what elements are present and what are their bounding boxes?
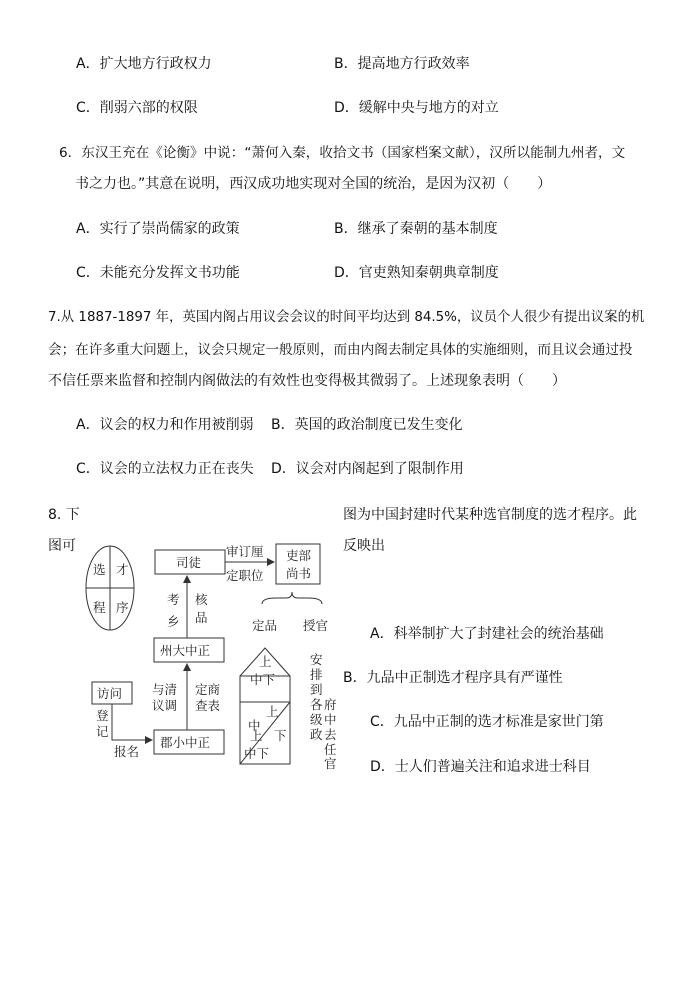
anpai-char: 任: [324, 742, 337, 757]
q5-option-a: A．扩大地方行政权力: [76, 56, 212, 72]
yuqing-label-2: 议调: [152, 698, 178, 713]
house-mid-3: 下: [274, 728, 287, 743]
q7-option-b: B．英国的政治制度已发生变化: [271, 417, 463, 433]
anpai-char: 安: [310, 652, 323, 667]
q6-stem-line1: 6．东汉王充在《论衡》中说：“萧何入秦，收拾文书（国家档案文献），汉所以能制九州者，文: [59, 145, 626, 161]
oval-char-3: 程: [93, 600, 106, 615]
anpai-char: 中: [324, 712, 337, 727]
q8-option-b: B．九品中正制选才程序具有严谨性: [343, 670, 563, 686]
shen-label-2: 定职位: [226, 568, 264, 583]
q8-stem-part-c: 图为中国封建时代某种选官制度的选才程序。此: [343, 507, 637, 523]
q8-option-a: A．科举制扩大了封建社会的统治基础: [370, 626, 604, 642]
house-bot-2: 中下: [244, 746, 270, 761]
ding-label-1: 定商: [195, 682, 221, 697]
yuqing-label-1: 与清: [152, 682, 178, 697]
q7-option-d: D．议会对内阁起到了限制作用: [271, 461, 464, 477]
libu-label-1: 吏部: [286, 548, 312, 563]
selection-procedure-diagram: [80, 534, 350, 770]
anpai-char: 级: [310, 712, 323, 727]
he-label-1: 核: [195, 592, 208, 607]
anpai-char: 排: [310, 667, 323, 682]
nine-grade-house: [240, 648, 290, 764]
zhou-label: 州大中正: [160, 643, 211, 658]
oval-char-2: 才: [116, 562, 129, 577]
he-label-2: 品: [195, 610, 208, 625]
baoming-label: 报名: [114, 744, 140, 759]
q7-stem-line1: 7.从 1887-1897 年，英国内阁占用议会会议的时间平均达到 84.5%，议员个人很少有提出议案的机: [48, 310, 645, 325]
q8-option-d: D．士人们普遍关注和追求进士科目: [370, 759, 591, 775]
anpai-vertical-text: [310, 652, 337, 770]
q7-stem-line2: 会；在许多重大问题上，议会只规定一般原则，而由内阁去制定具体的实施细则，而且议会通过投: [48, 342, 633, 358]
anpai-char: 到: [310, 682, 323, 697]
anpai-char: 去: [324, 727, 337, 742]
q8-option-c: C．九品中正制的选才标准是家世门第: [370, 714, 604, 730]
q6-stem-line2: 书之力也。”其意在说明，西汉成功地实现对全国的统治，是因为汉初（ ）: [75, 176, 552, 192]
fangwen-label: 访问: [97, 686, 123, 701]
house-bot-1: 上: [250, 728, 263, 743]
shouguan-label: 授官: [303, 618, 329, 633]
shen-label-1: 审订厘: [226, 544, 264, 559]
situ-label: 司徒: [176, 555, 202, 570]
kao-label-1: 考: [167, 592, 180, 607]
oval-char-4: 序: [116, 600, 129, 615]
q7-option-a: A．议会的权力和作用被削弱: [76, 417, 254, 433]
jun-label: 郡小中正: [160, 735, 211, 750]
q8-stem-part-a: 8. 下: [48, 507, 80, 523]
q6-option-c: C．未能充分发挥文书功能: [76, 265, 240, 281]
oval-char-1: 选: [93, 562, 106, 577]
q6-option-b: B．继承了秦朝的基本制度: [334, 221, 498, 237]
q5-option-b: B．提高地方行政效率: [334, 56, 470, 72]
kao-label-2: 乡: [167, 614, 180, 629]
dengji-label-2: 记: [96, 724, 109, 739]
libu-label-2: 尚书: [286, 566, 312, 581]
q7-stem-line3: 不信任票来监督和控制内阁做法的有效性也变得极其微弱了。上述现象表明（ ）: [48, 373, 566, 389]
house-top-2: 中下: [250, 672, 276, 687]
q8-stem-part-b: 图可: [48, 538, 76, 554]
q5-option-c: C．削弱六部的权限: [76, 100, 198, 116]
dengji-label-1: 登: [96, 708, 109, 723]
anpai-char: 政: [310, 727, 323, 742]
ding-label-2: 查表: [195, 698, 221, 713]
house-top-1: 上: [259, 654, 272, 669]
anpai-char: 府: [324, 697, 337, 712]
house-mid-1: 上: [266, 704, 279, 719]
q5-option-d: D．缓解中央与地方的对立: [334, 100, 499, 116]
house-mid-2: 中: [248, 718, 261, 733]
q6-option-d: D．官吏熟知秦朝典章制度: [334, 265, 499, 281]
anpai-char: 官: [324, 756, 337, 770]
anpai-char: 各: [310, 697, 323, 712]
selection-oval: [86, 546, 134, 630]
q6-option-a: A．实行了崇尚儒家的政策: [76, 221, 240, 237]
q8-stem-part-d: 反映出: [343, 538, 385, 554]
dingpin-label: 定品: [252, 618, 278, 633]
q7-option-c: C．议会的立法权力正在丧失: [76, 461, 254, 477]
